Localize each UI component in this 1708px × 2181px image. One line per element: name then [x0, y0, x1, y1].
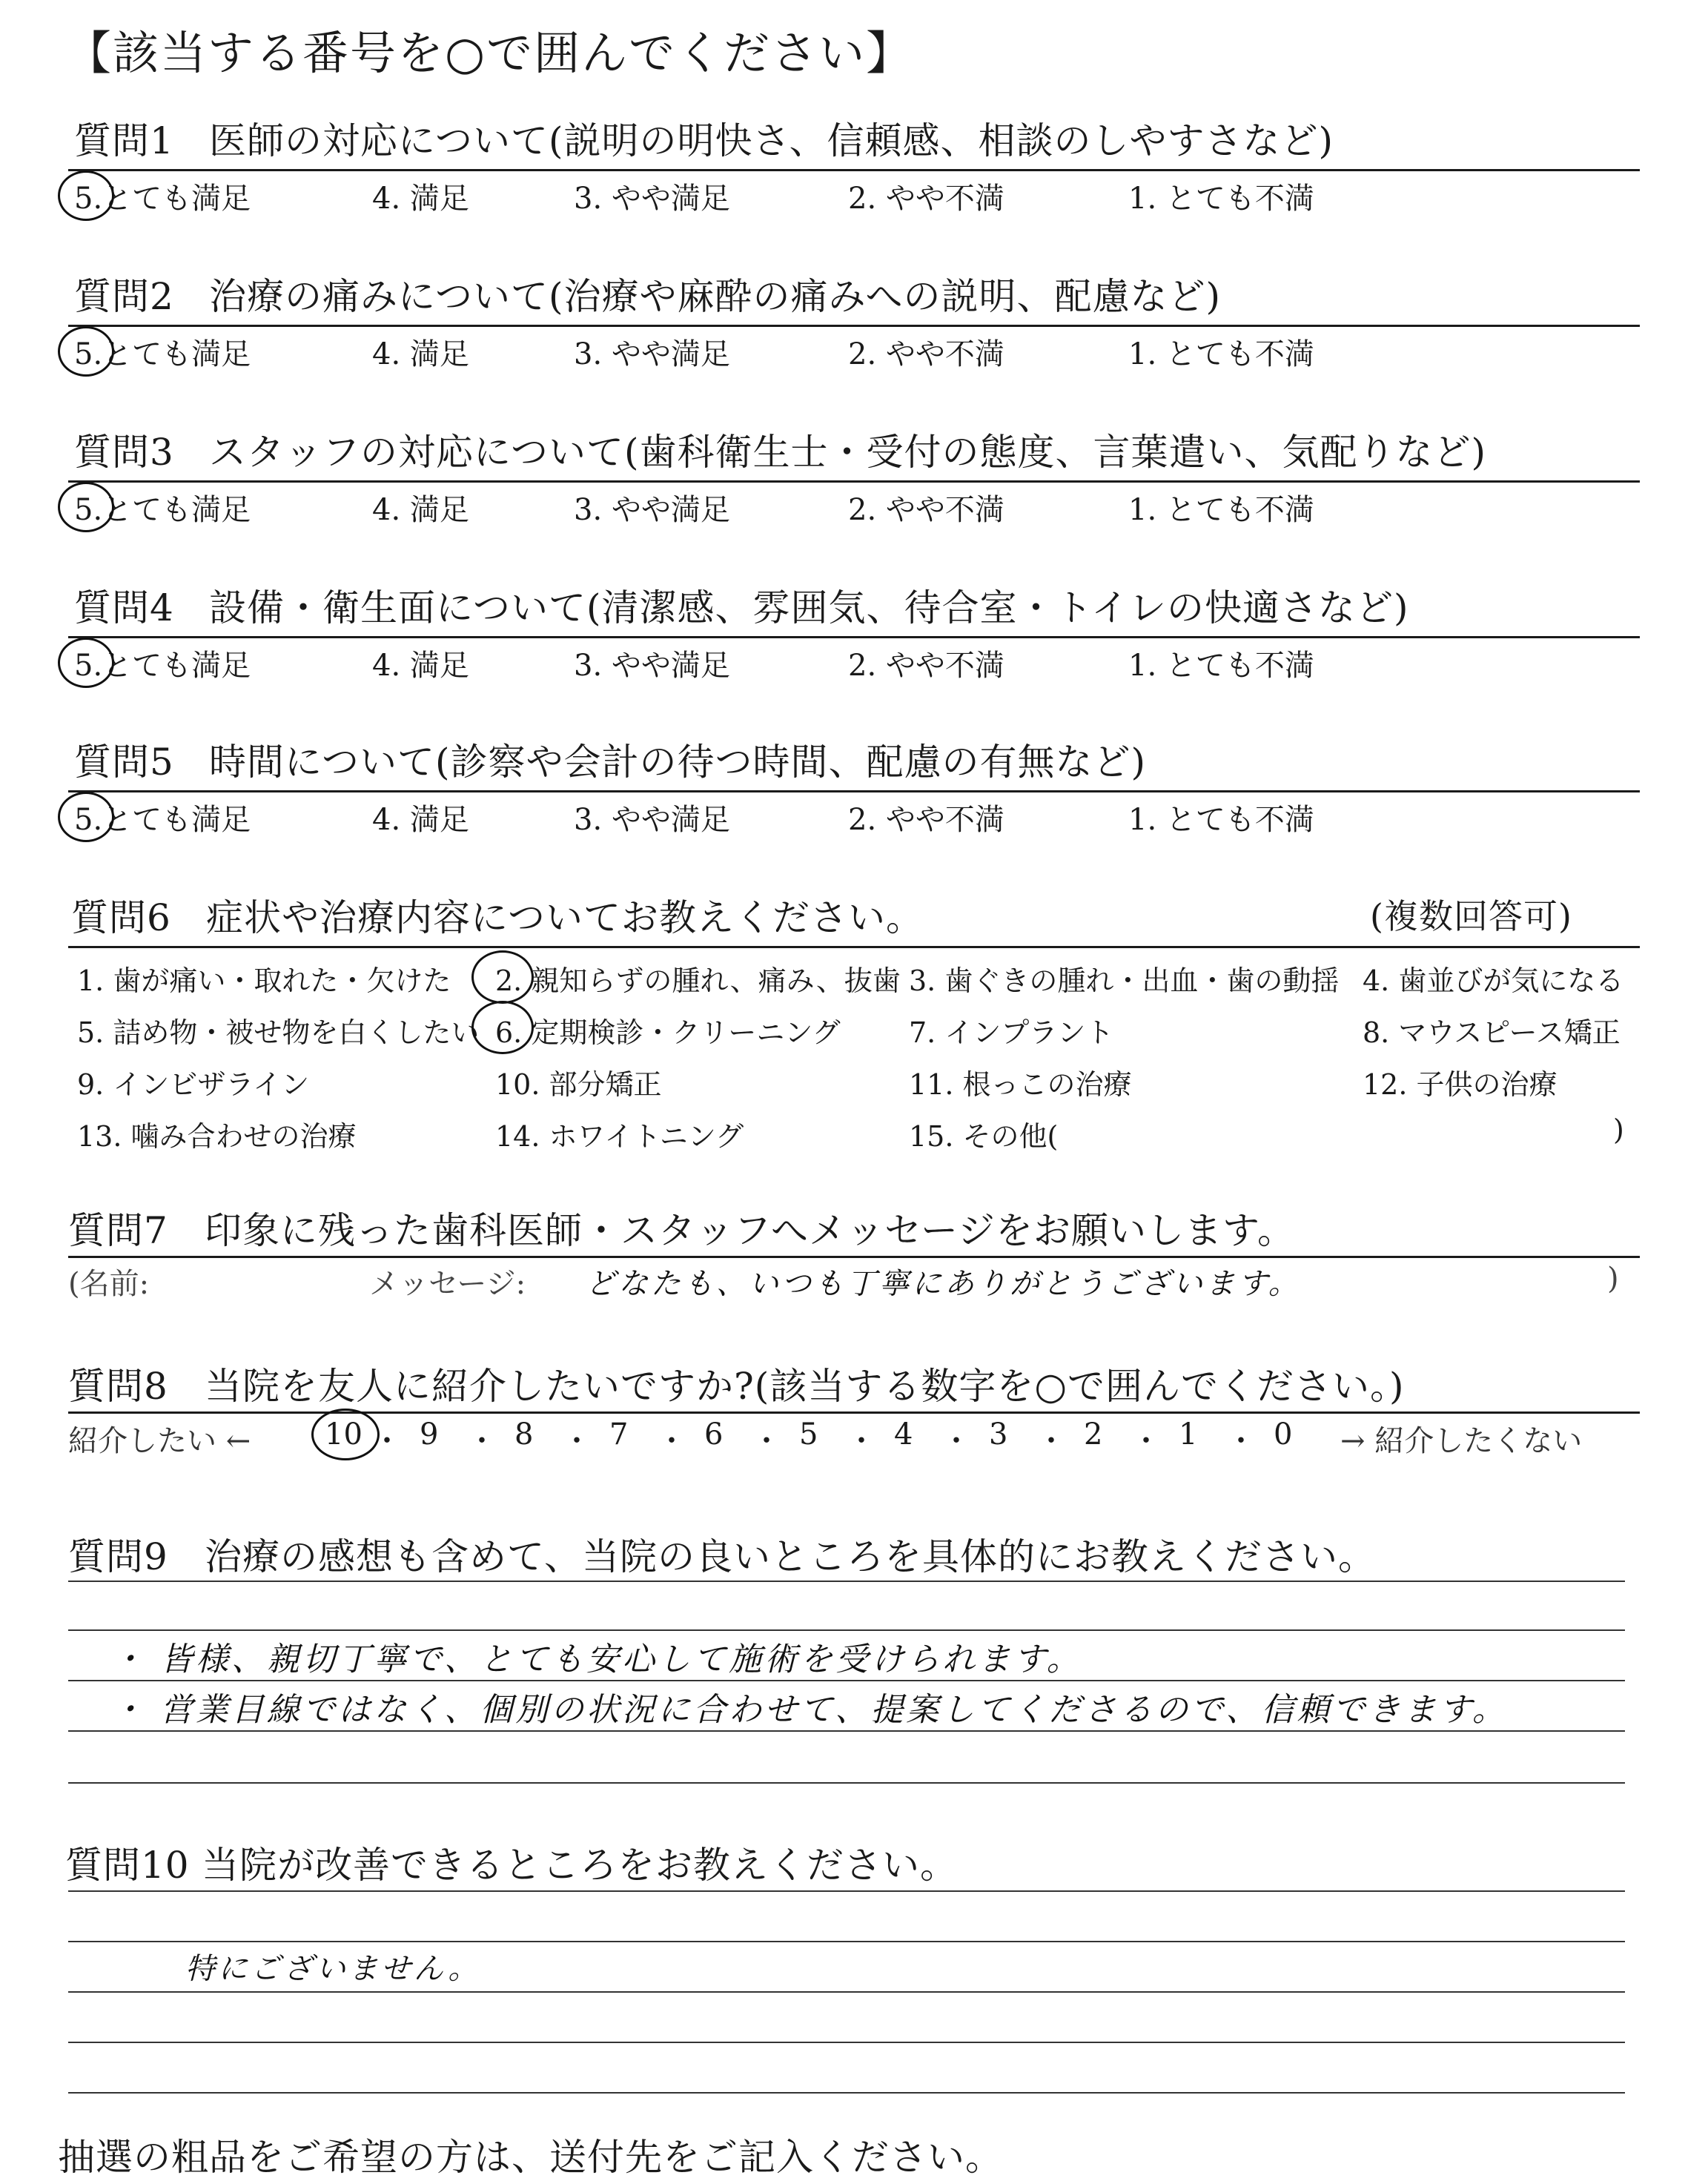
q8-score-5[interactable]: 5 [799, 1417, 818, 1452]
q9-line-2 [68, 1629, 1625, 1631]
q6-option-14[interactable]: 14. ホワイトニング [495, 1120, 744, 1153]
q6-text: 症状や治療内容についてお教えください。 [206, 896, 924, 939]
q8-separator: ・ [1226, 1424, 1256, 1458]
q6-selection-circle-2 [471, 1001, 534, 1054]
q10-line-2 [68, 1941, 1625, 1942]
q5-option-2[interactable]: 2. やや不満 [848, 803, 1004, 837]
q6-other-close-paren: ) [1613, 1113, 1624, 1146]
q3-label: 質問3 [74, 431, 174, 474]
q7-close-paren: ) [1607, 1262, 1619, 1296]
q8-separator: ・ [1036, 1424, 1066, 1458]
q9-line-5 [68, 1782, 1625, 1784]
q9-line-3 [68, 1680, 1625, 1681]
q5-option-1[interactable]: 1. とても不満 [1128, 803, 1314, 837]
q6-option-1[interactable]: 1. 歯が痛い・取れた・欠けた [77, 964, 451, 997]
q10-answer: 特にございません。 [185, 1952, 481, 1986]
q10-line-5 [68, 2092, 1625, 2094]
q1-option-2[interactable]: 2. やや不満 [848, 182, 1004, 216]
q8-right-label: → 紹介したくない [1340, 1424, 1583, 1458]
q4-rule [68, 636, 1640, 638]
q2-option-4[interactable]: 4. 満足 [372, 337, 469, 371]
q7-message-handwriting: どなたも、いつも丁寧にありがとうございます。 [586, 1267, 1301, 1301]
q3-option-2[interactable]: 2. やや不満 [848, 493, 1004, 527]
q8-separator: ・ [847, 1424, 876, 1458]
page-title: 【該当する番号を○で囲んでください】 [65, 26, 914, 80]
q8-rule [68, 1411, 1640, 1414]
q5-rule [68, 790, 1640, 792]
q1-option-5[interactable]: 5.とても満足 [74, 182, 251, 216]
q10-line-3 [68, 1991, 1625, 1993]
q2-text: 治療の痛みについて(治療や麻酔の痛みへの説明、配慮など) [209, 275, 1222, 318]
q6-option-2[interactable]: 2. 親知らずの腫れ、痛み、抜歯 [495, 964, 901, 997]
q5-option-3[interactable]: 3. やや満足 [574, 803, 730, 837]
q4-option-5[interactable]: 5.とても満足 [74, 649, 251, 683]
q9-answer-2: ・ 営業目線ではなく、個別の状況に合わせて、提案してくださるので、信頼できます。 [111, 1691, 1508, 1729]
q3-option-3[interactable]: 3. やや満足 [574, 493, 730, 527]
q6-option-11[interactable]: 11. 根っこの治療 [909, 1068, 1132, 1101]
q9-answer-1: ・ 皆様、親切丁寧で、とても安心して施術を受けられます。 [111, 1641, 1082, 1678]
q5-label: 質問5 [74, 741, 174, 784]
q4-option-2[interactable]: 2. やや不満 [848, 649, 1004, 683]
q9-line-1 [68, 1581, 1625, 1582]
q5-option-4[interactable]: 4. 満足 [372, 803, 469, 837]
q10-line-4 [68, 2042, 1625, 2043]
q8-separator: ・ [372, 1424, 402, 1458]
q3-option-4[interactable]: 4. 満足 [372, 493, 469, 527]
q6-option-10[interactable]: 10. 部分矯正 [495, 1068, 662, 1101]
q6-note: (複数回答可) [1370, 896, 1572, 936]
q7-name-label: (名前: [68, 1267, 150, 1301]
q8-label: 質問8 [68, 1365, 168, 1408]
q3-rule [68, 480, 1640, 483]
q4-label: 質問4 [74, 586, 174, 629]
q5-text: 時間について(診察や会計の待つ時間、配慮の有無など) [209, 741, 1147, 784]
q3-text: スタッフの対応について(歯科衛生士・受付の態度、言葉遣い、気配りなど) [209, 431, 1487, 474]
q1-selection-circle [58, 171, 114, 221]
q8-score-9[interactable]: 9 [420, 1417, 439, 1452]
q8-separator: ・ [941, 1424, 971, 1458]
q2-rule [68, 325, 1640, 327]
q1-label: 質問1 [74, 119, 174, 162]
q8-score-1[interactable]: 1 [1179, 1417, 1198, 1452]
q1-option-4[interactable]: 4. 満足 [372, 182, 469, 216]
q6-selection-circle-1 [471, 950, 534, 1004]
q8-left-label: 紹介したい ← [68, 1424, 251, 1458]
q6-option-6[interactable]: 6. 定期検診・クリーニング [495, 1016, 841, 1049]
q6-label: 質問6 [71, 896, 171, 939]
q8-score-2[interactable]: 2 [1084, 1417, 1103, 1452]
q7-rule [68, 1256, 1640, 1258]
q6-option-12[interactable]: 12. 子供の治療 [1363, 1068, 1558, 1101]
q8-separator: ・ [1131, 1424, 1161, 1458]
q1-rule [68, 169, 1640, 171]
q8-score-6[interactable]: 6 [704, 1417, 724, 1452]
q10-label: 質問10 [65, 1844, 190, 1887]
q4-option-4[interactable]: 4. 満足 [372, 649, 469, 683]
q8-separator: ・ [562, 1424, 592, 1458]
q7-text: 印象に残った歯科医師・スタッフへメッセージをお願いします。 [205, 1209, 1295, 1252]
q6-option-9[interactable]: 9. インビザライン [77, 1068, 310, 1101]
q2-option-2[interactable]: 2. やや不満 [848, 337, 1004, 371]
q8-score-8[interactable]: 8 [514, 1417, 534, 1452]
q5-option-5[interactable]: 5.とても満足 [74, 803, 251, 837]
q6-option-13[interactable]: 13. 噛み合わせの治療 [77, 1120, 357, 1153]
q1-option-3[interactable]: 3. やや満足 [574, 182, 730, 216]
q3-selection-circle [58, 482, 114, 532]
q6-option-8[interactable]: 8. マウスピース矯正 [1363, 1016, 1621, 1049]
q2-option-3[interactable]: 3. やや満足 [574, 337, 730, 371]
q9-text: 治療の感想も含めて、当院の良いところを具体的にお教えください。 [205, 1535, 1376, 1578]
q10-text: 当院が改善できるところをお教えください。 [202, 1844, 958, 1887]
q1-text: 医師の対応について(説明の明快さ、信頼感、相談のしやすさなど) [209, 119, 1334, 162]
q6-option-15[interactable]: 15. その他( [909, 1120, 1059, 1153]
q5-selection-circle [58, 792, 114, 842]
q8-text: 当院を友人に紹介したいですか?(該当する数字を○で囲んでください。) [205, 1365, 1405, 1408]
q6-rule [68, 946, 1640, 948]
q3-option-1[interactable]: 1. とても不満 [1128, 493, 1314, 527]
q8-score-0[interactable]: 0 [1274, 1417, 1293, 1452]
q4-selection-circle [58, 638, 114, 688]
q8-selection-circle [311, 1409, 380, 1460]
q8-score-7[interactable]: 7 [609, 1417, 629, 1452]
q9-line-4 [68, 1730, 1625, 1732]
q4-option-1[interactable]: 1. とても不満 [1128, 649, 1314, 683]
q9-label: 質問9 [68, 1535, 168, 1578]
q3-option-5[interactable]: 5.とても満足 [74, 493, 251, 527]
q2-label: 質問2 [74, 275, 174, 318]
q7-label: 質問7 [68, 1209, 168, 1252]
q8-score-3[interactable]: 3 [989, 1417, 1008, 1452]
q8-separator: ・ [752, 1424, 781, 1458]
q1-option-1[interactable]: 1. とても不満 [1128, 182, 1314, 216]
q2-option-5[interactable]: 5.とても満足 [74, 337, 251, 371]
q6-option-3[interactable]: 3. 歯ぐきの腫れ・出血・歯の動揺 [909, 964, 1340, 997]
q2-selection-circle [58, 326, 114, 377]
footer-text: 抽選の粗品をご希望の方は、送付先をご記入ください。 [58, 2136, 1003, 2179]
q10-line-1 [68, 1890, 1625, 1892]
q6-option-7[interactable]: 7. インプラント [909, 1016, 1114, 1049]
q8-separator: ・ [657, 1424, 686, 1458]
q8-score-4[interactable]: 4 [894, 1417, 913, 1452]
q4-option-3[interactable]: 3. やや満足 [574, 649, 730, 683]
q4-text: 設備・衛生面について(清潔感、雰囲気、待合室・トイレの快適さなど) [209, 586, 1409, 629]
q7-message-label: メッセージ: [369, 1267, 526, 1301]
q6-option-4[interactable]: 4. 歯並びが気になる [1363, 964, 1624, 997]
q8-separator: ・ [467, 1424, 497, 1458]
q2-option-1[interactable]: 1. とても不満 [1128, 337, 1314, 371]
q6-option-5[interactable]: 5. 詰め物・被せ物を白くしたい [77, 1016, 480, 1049]
q8-score-10[interactable]: 10 [325, 1417, 363, 1452]
